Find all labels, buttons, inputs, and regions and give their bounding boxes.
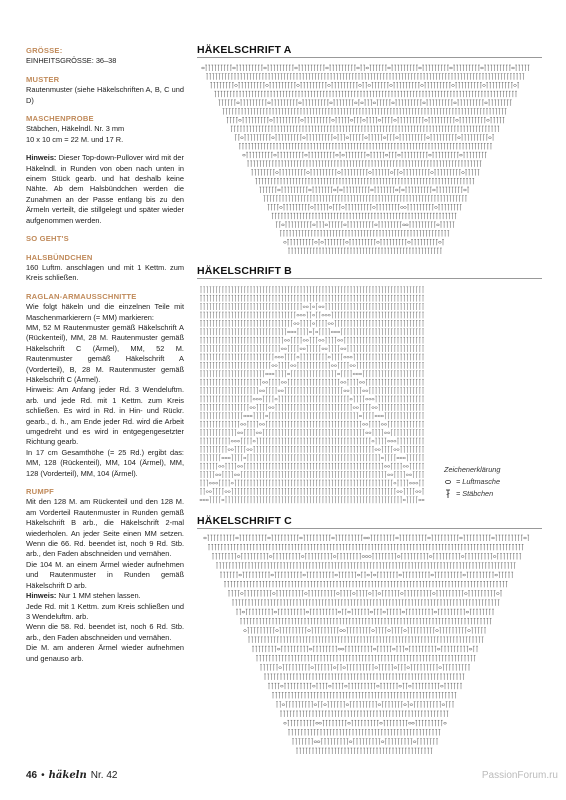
stitch-row bbox=[200, 320, 424, 326]
chart-a-title: HÄKELSCHRIFT A bbox=[197, 44, 292, 56]
text-rumpf-4: Wenn die 58. Rd. beendet ist, noch 6 Rd. Stb. arb., den Faden abschneiden und vernähen. bbox=[26, 622, 184, 642]
text-hinweis bbox=[26, 153, 184, 226]
stitch-row bbox=[255, 178, 474, 184]
text-rumpf-1: Mit den 128 M. am Rückenteil und den 128 M. am Vorderteil Rautenmuster in Runden gemäß Häkelschrift B arb., die Häkelschrift 2-mal wiederholen. An jeder Seite einen MM setzen. Wenn die 66. Rd. beendet ist, noch 9 Rd. Stb. arb., den Faden abschneiden und vernähen. bbox=[26, 497, 184, 559]
stitch-row bbox=[276, 222, 455, 228]
stitch-row bbox=[200, 304, 424, 310]
stitch-row bbox=[200, 362, 424, 368]
stitch-row bbox=[264, 674, 464, 680]
stitch-row bbox=[210, 82, 519, 88]
bullet-separator: • bbox=[41, 770, 45, 781]
hinweis-text: Dieser Top-down-Pullover wird mit der Häkelndl. in Runden von oben nach unten in einem Stück gearb. und hat deshalb keine Nähte. Ab dem Halsbündchen werden die Zunahmen an der Passe entlang bis zu den Ärmeln verteilt, die stillgelegt und später wieder aufgenommen werden. bbox=[26, 153, 184, 225]
stitch-row bbox=[235, 135, 494, 141]
text-raglan-2: MM, 52 M Rautenmuster gemäß Häkelschrift A (Rückenteil), MM, 28 M. Rautenmuster gemäß Häkelschrift C (Ärmel), MM, 52 M. Rautenmuster gemäß Häkelschrift A (Vorderteil), B, 28 M. Rautenmuster gemäß Häkelschrift C (Ärmel). bbox=[26, 322, 184, 384]
stitch-row bbox=[259, 187, 468, 193]
stitch-row bbox=[268, 683, 462, 689]
stitch-row bbox=[256, 655, 475, 661]
stitch-row bbox=[239, 143, 492, 149]
stitch-row bbox=[228, 591, 502, 597]
section-maschenprobe bbox=[26, 114, 184, 145]
stitch-row bbox=[200, 480, 424, 486]
text-muster: Rautenmuster (siehe Häkelschriften A, B, C und D) bbox=[26, 85, 184, 105]
stitch-row bbox=[200, 346, 424, 352]
chain-stitch-icon bbox=[444, 478, 452, 486]
stitch-row bbox=[231, 126, 499, 132]
stitch-row bbox=[240, 618, 491, 624]
text-maschenprobe-2: 10 x 10 cm = 22 M. und 17 R. bbox=[26, 134, 124, 144]
heading-maschenprobe: MASCHENPROBE bbox=[26, 114, 94, 124]
stitch-row bbox=[200, 438, 424, 444]
issue-number: Nr. 42 bbox=[90, 770, 118, 781]
heading-muster: MUSTER bbox=[26, 74, 60, 84]
heading-groesse: GRÖSSE: bbox=[26, 46, 63, 55]
stitch-row bbox=[236, 609, 494, 615]
stitch-row bbox=[200, 312, 424, 318]
stitch-row bbox=[212, 554, 521, 560]
chart-b-title: HÄKELSCHRIFT B bbox=[197, 265, 292, 277]
stitch-row bbox=[200, 488, 424, 494]
hinweis-label: Hinweis: bbox=[26, 153, 57, 163]
stitch-row bbox=[200, 295, 424, 301]
page-number: 46 bbox=[26, 770, 38, 781]
heading-halsbuendchen: HALSBÜNDCHEN bbox=[26, 252, 93, 262]
stitch-row bbox=[214, 91, 517, 97]
text-maschenprobe-1: Stäbchen, Häkelndl. Nr. 3 mm bbox=[26, 124, 125, 134]
text-halsbuendchen: 160 Luftm. anschlagen und mit 1 Kettm. zum Kreis schließen. bbox=[26, 262, 184, 283]
legend-row-dc bbox=[444, 488, 500, 500]
stitch-row bbox=[248, 637, 483, 643]
stitch-row bbox=[280, 231, 449, 237]
stitch-row bbox=[227, 117, 505, 123]
chart-a-diagram bbox=[197, 62, 542, 257]
legend-title: Zeichenerklärung bbox=[444, 465, 501, 474]
stitch-row bbox=[200, 371, 424, 377]
text-rumpf-5: Die M. am anderen Ärmel wieder aufnehmen und genauso arb. bbox=[26, 643, 184, 663]
legend bbox=[444, 464, 500, 500]
stitch-row bbox=[264, 196, 467, 202]
stitch-row bbox=[276, 702, 454, 708]
stitch-row bbox=[204, 535, 529, 541]
stitch-row bbox=[232, 600, 499, 606]
stitch-row bbox=[296, 748, 432, 754]
stitch-row bbox=[272, 692, 456, 698]
stitch-row bbox=[247, 161, 481, 167]
stitch-row bbox=[200, 396, 424, 402]
instructions-column bbox=[26, 46, 184, 672]
stitch-row bbox=[200, 404, 424, 410]
text-rumpf-2: Die 104 M. an einem Ärmel wieder aufnehmen und Rautenmuster in Runden gemäß Häkelschrift D arb. bbox=[26, 559, 184, 590]
section-halsbuendchen bbox=[26, 253, 184, 284]
section-groesse bbox=[26, 46, 184, 67]
page-footer bbox=[26, 770, 117, 781]
stitch-row bbox=[200, 413, 424, 419]
legend-row-chain bbox=[444, 476, 500, 488]
stitch-row bbox=[200, 421, 424, 427]
stitch-row bbox=[288, 729, 440, 735]
section-so-gehts bbox=[26, 234, 184, 244]
stitch-row bbox=[252, 646, 478, 652]
section-raglan bbox=[26, 292, 184, 479]
stitch-row bbox=[218, 100, 511, 106]
stitch-row bbox=[202, 65, 530, 71]
section-muster bbox=[26, 75, 184, 106]
double-crochet-icon bbox=[444, 489, 452, 499]
stitch-row bbox=[284, 720, 447, 726]
legend-dc-label: = Stäbchen bbox=[456, 489, 494, 498]
stitch-row bbox=[251, 170, 479, 176]
text-rumpf-hinweis bbox=[26, 591, 184, 601]
chart-b-rule bbox=[197, 278, 542, 279]
stitch-row bbox=[280, 711, 448, 717]
text-rumpf-3: Jede Rd. mit 1 Kettm. zum Kreis schließen und 3 Wendeluftm. arb. bbox=[26, 601, 184, 621]
stitch-row bbox=[208, 544, 523, 550]
text-groesse: EINHEITSGRÖSSE: 36–38 bbox=[26, 56, 117, 66]
stitch-row bbox=[272, 213, 457, 219]
chart-b-diagram bbox=[197, 285, 433, 505]
heading-raglan: RAGLAN-ARMAUSSCHNITTE bbox=[26, 291, 137, 301]
chart-a-rule bbox=[197, 57, 542, 58]
text-raglan-1: Wie folgt häkeln und die einzelnen Teile mit Maschenmarkierern (= MM) markieren: bbox=[26, 302, 184, 322]
legend-chain-label: = Luftmasche bbox=[456, 477, 501, 486]
stitch-row bbox=[260, 665, 470, 671]
stitch-row bbox=[292, 739, 438, 745]
stitch-row bbox=[244, 628, 486, 634]
stitch-row bbox=[243, 152, 487, 158]
section-hinweis bbox=[26, 153, 184, 226]
stitch-row bbox=[200, 455, 424, 461]
chart-c-rule bbox=[197, 528, 542, 529]
stitch-row bbox=[284, 239, 444, 245]
text-raglan-3: Hinweis: Am Anfang jeder Rd. 3 Wendeluftm. arb. und jede Rd. mit 1 Kettm. zum Kreis schließen. Es wird in Rd. in Hin- und Rückr. gearb., d. h., am Ende jeder Rd. wird die Arbeit umgedreht und es wird in entgegengesetzter Richtung gearb. bbox=[26, 385, 184, 447]
heading-rumpf: RUMPF bbox=[26, 487, 54, 497]
stitch-row bbox=[200, 354, 424, 360]
stitch-row bbox=[200, 430, 424, 436]
stitch-row bbox=[200, 446, 424, 452]
stitch-row bbox=[200, 329, 424, 335]
rumpf-hinweis-text: Nur 1 MM stehen lassen. bbox=[58, 591, 141, 601]
stitch-row bbox=[200, 497, 424, 503]
chart-c-diagram bbox=[197, 532, 542, 757]
stitch-row bbox=[224, 581, 507, 587]
stitch-row bbox=[268, 204, 462, 210]
text-raglan-4: In 17 cm Gesamthöhe (= 25 Rd.) ergibt das: MM, 128 (Rückenteil), MM, 104 (Ärmel), MM, 128 (Vorderteil), MM, 104 (Ärmel). bbox=[26, 447, 184, 478]
stitch-row bbox=[200, 337, 424, 343]
stitch-row bbox=[220, 572, 513, 578]
magazine-brand: häkeln bbox=[48, 770, 87, 781]
stitch-row bbox=[206, 74, 524, 80]
stitch-row bbox=[200, 287, 424, 293]
stitch-row bbox=[288, 248, 442, 254]
watermark: PassionForum.ru bbox=[481, 770, 558, 781]
rumpf-hinweis-label: Hinweis: bbox=[26, 591, 57, 601]
stitch-row bbox=[200, 463, 424, 469]
chart-c-title: HÄKELSCHRIFT C bbox=[197, 515, 292, 527]
stitch-row bbox=[223, 109, 507, 115]
stitch-row bbox=[216, 563, 515, 569]
heading-so-gehts: SO GEHT'S bbox=[26, 234, 69, 244]
stitch-row bbox=[200, 379, 424, 385]
stitch-row bbox=[200, 472, 424, 478]
section-rumpf bbox=[26, 487, 184, 664]
stitch-row bbox=[200, 388, 424, 394]
